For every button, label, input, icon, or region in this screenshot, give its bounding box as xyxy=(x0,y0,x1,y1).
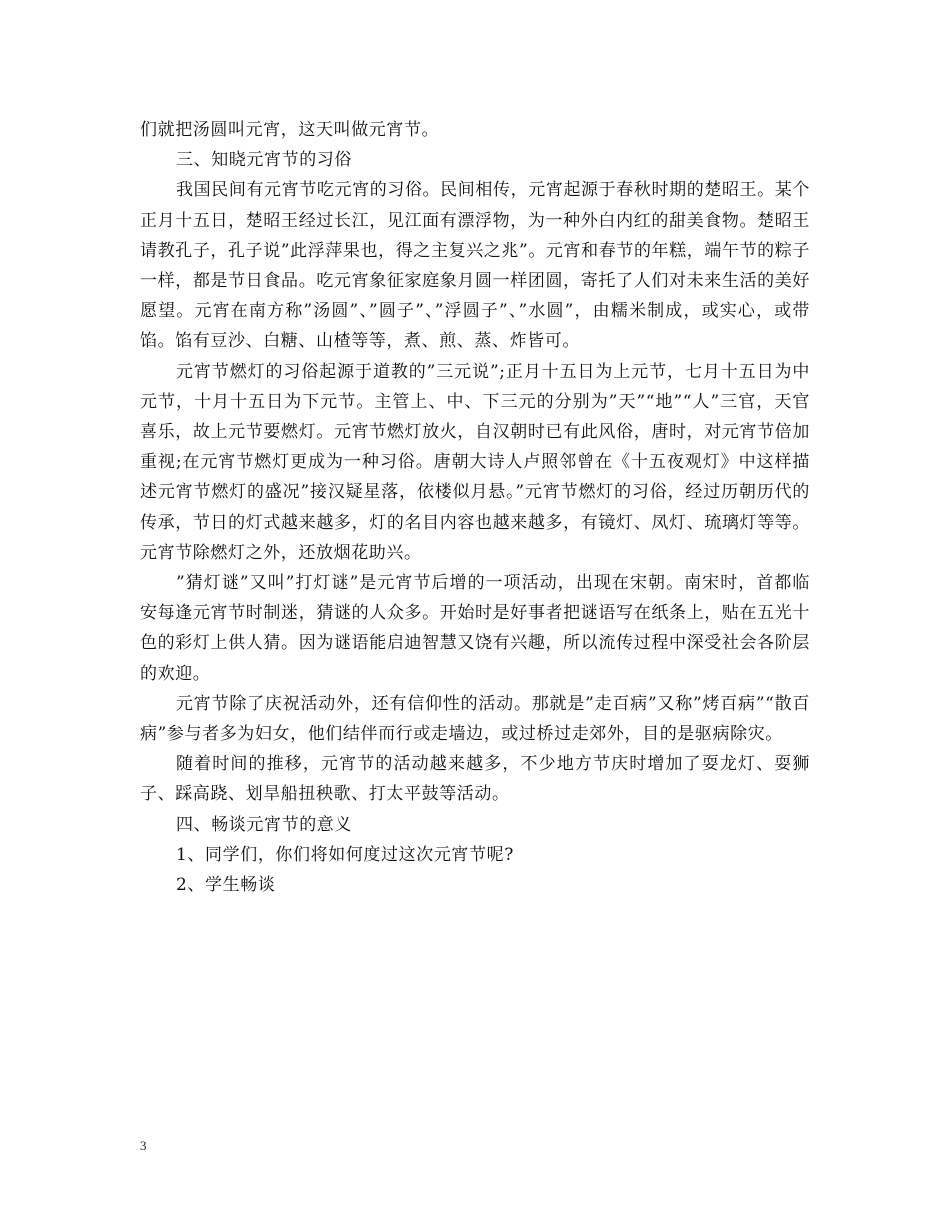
paragraph-continuation: 们就把汤圆叫元宵，这天叫做元宵节。 xyxy=(140,120,440,140)
section-heading-customs: 三、知晓元宵节的习俗 xyxy=(176,150,352,171)
paragraph-lantern-lighting: 元宵节燃灯的习俗起源于道教的”三元说”;正月十五日为上元节，七月十五日为中元节，十月十五日为下元节。主管上、中、下三元的分别为”天”“地”“人”三官，天官喜乐，故上元节要燃灯。元宵节燃灯放火，自汉朝时已有此风俗，唐时，对元宵节倍加重视;在元宵节燃灯更成为一种习俗。唐朝大诗人卢照邻曾在《十五夜观灯》中这样描述元宵节燃灯的盛况”接汉疑星落，依楼似月悬。”元宵节燃灯的习俗，经过历朝历代的传承，节日的灯式越来越多，灯的名目内容也越来越多，有镜灯、凤灯、琉璃灯等等。元宵节除燃灯之外，还放烟花助兴。 xyxy=(140,361,810,563)
paragraph-activities: 随着时间的推移，元宵节的活动越来越多，不少地方节庆时增加了耍龙灯、耍狮子、踩高跷、划旱船扭秧歌、打太平鼓等活动。 xyxy=(140,754,810,805)
page-body xyxy=(140,115,810,900)
paragraph-eating-yuanxiao: 我国民间有元宵节吃元宵的习俗。民间相传，元宵起源于春秋时期的楚昭王。某个正月十五日，楚昭王经过长江，见江面有漂浮物，为一种外白内红的甜美食物。楚昭王请教孔子，孔子说”此浮萍果也，得之主复兴之兆”。元宵和春节的年糕，端午节的粽子一样，都是节日食品。吃元宵象征家庭象月圆一样团圆，寄托了人们对未来生活的美好愿望。元宵在南方称”汤圆”、”圆子”、”浮圆子”、”水圆”，由糯米制成，或实心，或带馅。馅有豆沙、白糖、山楂等等，煮、煎、蒸、炸皆可。 xyxy=(140,180,810,352)
paragraph-zou-bai-bing: 元宵节除了庆祝活动外，还有信仰性的活动。那就是”走百病”又称”烤百病”“散百病”参与者多为妇女，他们结伴而行或走墙边，或过桥过走郊外，目的是驱病除灾。 xyxy=(140,693,810,745)
paragraph-lantern-riddles: ”猜灯谜”又叫”打灯谜”是元宵节后增的一项活动，出现在宋朝。南宋时，首都临安每逢元宵节时制迷，猜谜的人众多。开始时是好事者把谜语写在纸条上，贴在五光十色的彩灯上供人猜。因为谜语能启迪智慧又饶有兴趣，所以流传过程中深受社会各阶层的欢迎。 xyxy=(140,573,810,684)
page-number: 3 xyxy=(140,1138,147,1153)
list-item-discussion: 2、学生畅谈 xyxy=(176,875,276,896)
list-item-question: 1、同学们，你们将如何度过这次元宵节呢? xyxy=(176,844,514,865)
section-heading-meaning: 四、畅谈元宵节的意义 xyxy=(176,814,352,835)
